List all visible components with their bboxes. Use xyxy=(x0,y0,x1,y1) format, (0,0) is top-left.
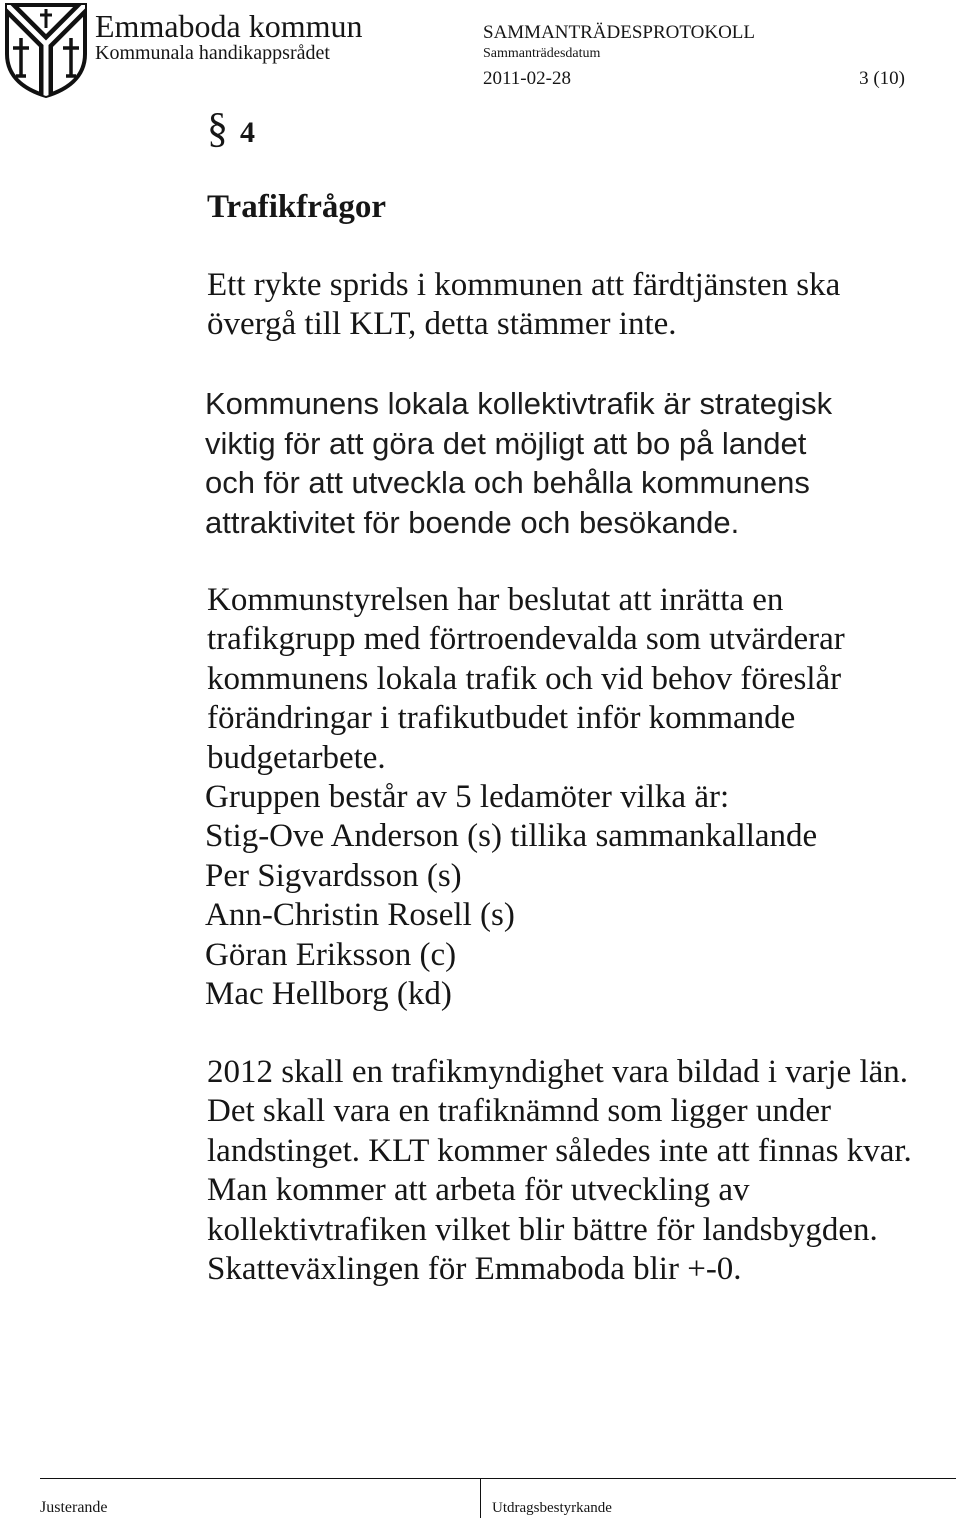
body-line: Det skall vara en trafiknämnd som ligger under xyxy=(207,1093,832,1130)
footer-divider xyxy=(480,1478,481,1518)
footer-rule xyxy=(40,1478,956,1479)
body-line: förändringar i trafikutbudet inför kommande xyxy=(207,700,796,737)
body-line: landstinget. KLT kommer således inte att finnas kvar. xyxy=(207,1132,912,1169)
section-heading xyxy=(207,108,255,154)
section-title: Trafikfrågor xyxy=(207,189,387,225)
body-line: Kommunstyrelsen har beslutat att inrätta en xyxy=(207,582,784,618)
section-symbol: § xyxy=(207,106,228,152)
footer-adjuster-label: Justerande xyxy=(40,1499,108,1516)
body-line: Skatteväxlingen för Emmaboda blir +-0. xyxy=(207,1250,742,1287)
body-line: attraktivitet för boende och besökande. xyxy=(205,504,740,540)
member-name: Göran Eriksson (c) xyxy=(205,936,457,973)
meeting-date-label: Sammanträdesdatum xyxy=(483,46,601,61)
committee-name: Kommunala handikappsrådet xyxy=(95,42,330,64)
coat-of-arms-icon xyxy=(4,2,88,98)
meeting-date: 2011-02-28 xyxy=(483,68,571,89)
body-line: trafikgrupp med förtroendevalda som utvärderar xyxy=(207,621,845,658)
group-intro: Gruppen består av 5 ledamöter vilka är: xyxy=(205,778,730,815)
municipality-name: Emmaboda kommun xyxy=(95,8,363,44)
body-line: Man kommer att arbeta för utveckling av xyxy=(207,1172,750,1209)
body-line: Kommunens lokala kollektivtrafik är strategisk xyxy=(205,386,833,421)
member-name: Per Sigvardsson (s) xyxy=(205,857,462,894)
body-line: 2012 skall en trafikmyndighet vara bildad i varje län. xyxy=(207,1054,909,1090)
page-number: 3 (10) xyxy=(859,68,905,89)
body-line: budgetarbete. xyxy=(207,739,386,776)
paragraph-traffic-group xyxy=(207,581,845,1014)
member-name: Ann-Christin Rosell (s) xyxy=(205,897,515,934)
member-name: Mac Hellborg (kd) xyxy=(205,975,452,1012)
member-name: Stig-Ove Anderson (s) tillika sammankallande xyxy=(205,818,818,855)
body-line: kollektivtrafiken vilket blir bättre för landsbygden. xyxy=(207,1211,878,1248)
paragraph-transport-authority xyxy=(207,1053,912,1289)
body-line: och för att utveckla och behålla kommunens xyxy=(205,465,810,500)
section-number: 4 xyxy=(240,116,255,149)
body-line: kommunens lokala trafik och vid behov föreslår xyxy=(207,660,842,697)
body-line: övergå till KLT, detta stämmer inte. xyxy=(207,306,677,343)
footer-extract-certification-label: Utdragsbestyrkande xyxy=(492,1500,612,1516)
paragraph-public-transport xyxy=(205,384,832,542)
paragraph-rumor xyxy=(207,266,840,345)
document-type: SAMMANTRÄDESPROTOKOLL xyxy=(483,22,756,43)
body-line: Ett rykte sprids i kommunen att färdtjänsten ska xyxy=(207,267,841,303)
body-line: viktig för att göra det möjligt att bo på landet xyxy=(205,425,807,461)
